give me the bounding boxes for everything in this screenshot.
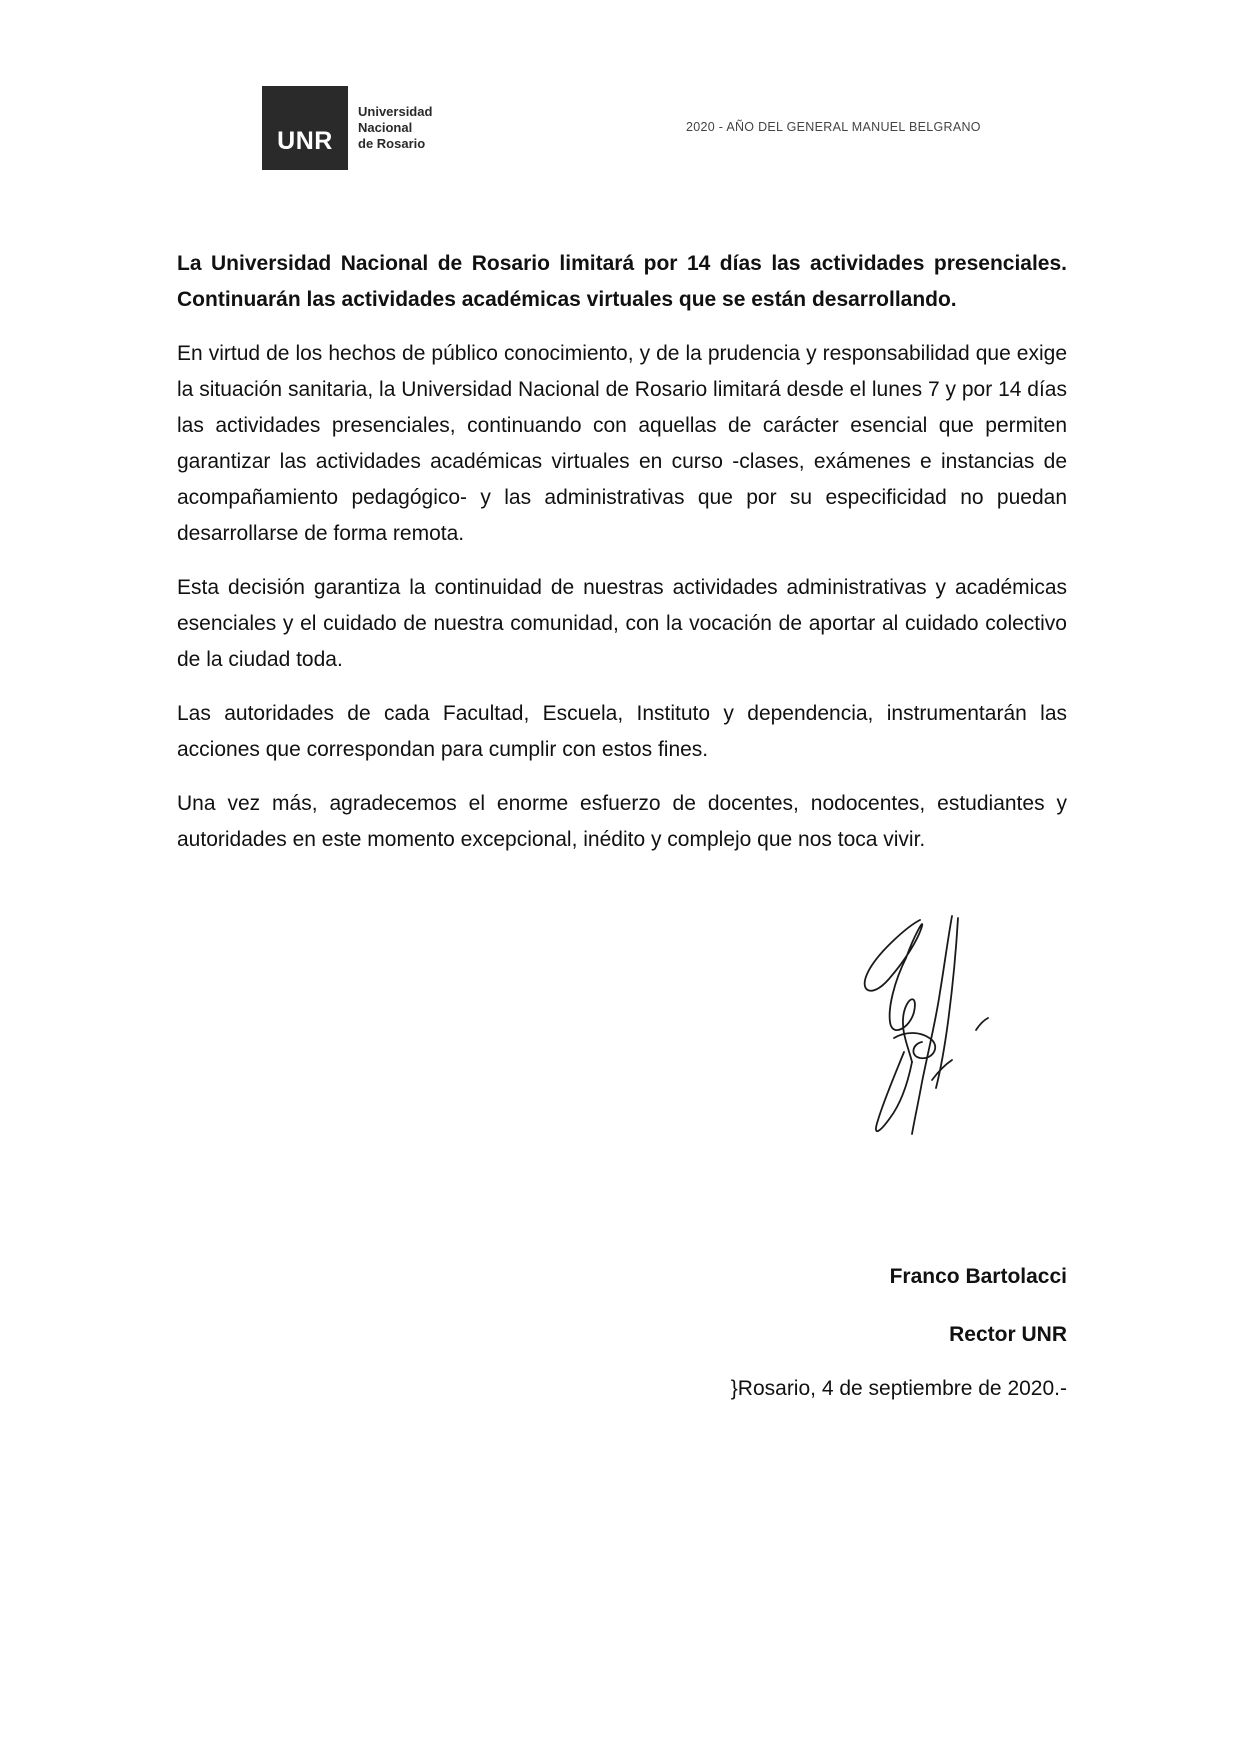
place-date: }Rosario, 4 de septiembre de 2020.- <box>730 1377 1067 1400</box>
university-logo <box>262 86 432 170</box>
handwritten-signature <box>848 912 1008 1172</box>
header-motto: 2020 - AÑO DEL GENERAL MANUEL BELGRANO <box>686 120 981 134</box>
logo-mark: UNR <box>262 86 348 170</box>
signatory-role: Rector UNR <box>949 1323 1067 1346</box>
logo-line: de Rosario <box>358 136 426 151</box>
logo-wordmark <box>358 104 432 152</box>
heading-line: La Universidad Nacional de Rosario limitará por 14 días las actividades presenciales. <box>177 252 1067 275</box>
document-heading <box>177 246 1067 318</box>
body-paragraph: Esta decisión garantiza la continuidad de nuestras actividades administrativas y académicas esenciales y el cuidado de nuestra comunidad, con la vocación de aportar al cuidado colectivo de la ciudad toda. <box>177 576 1067 671</box>
document-body <box>177 246 1067 876</box>
body-paragraph: Una vez más, agradecemos el enorme esfuerzo de docentes, nodocentes, estudiantes y autoridades en este momento excepcional, inédito y complejo que nos toca vivir. <box>177 792 1067 851</box>
body-paragraph: Las autoridades de cada Facultad, Escuela, Instituto y dependencia, instrumentarán las acciones que correspondan para cumplir con estos fines. <box>177 702 1067 761</box>
logo-line: Nacional <box>358 120 413 135</box>
body-paragraph: En virtud de los hechos de público conocimiento, y de la prudencia y responsabilidad que exige la situación sanitaria, la Universidad Nacional de Rosario limitará desde el lunes 7 y por 14 días las actividades presenciales, continuando con aquellas de carácter esencial que permiten garantizar las actividades académicas virtuales en curso -clases, exámenes e instancias de acompañamiento pedagógico- y las administrativas que por su especificidad no puedan desarrollarse de forma remota. <box>177 342 1067 545</box>
heading-line: Continuarán las actividades académicas virtuales que se están desarrollando. <box>177 288 957 311</box>
signature-block <box>731 1265 1067 1401</box>
logo-line: Universidad <box>358 104 433 119</box>
signatory-name: Franco Bartolacci <box>889 1265 1067 1288</box>
